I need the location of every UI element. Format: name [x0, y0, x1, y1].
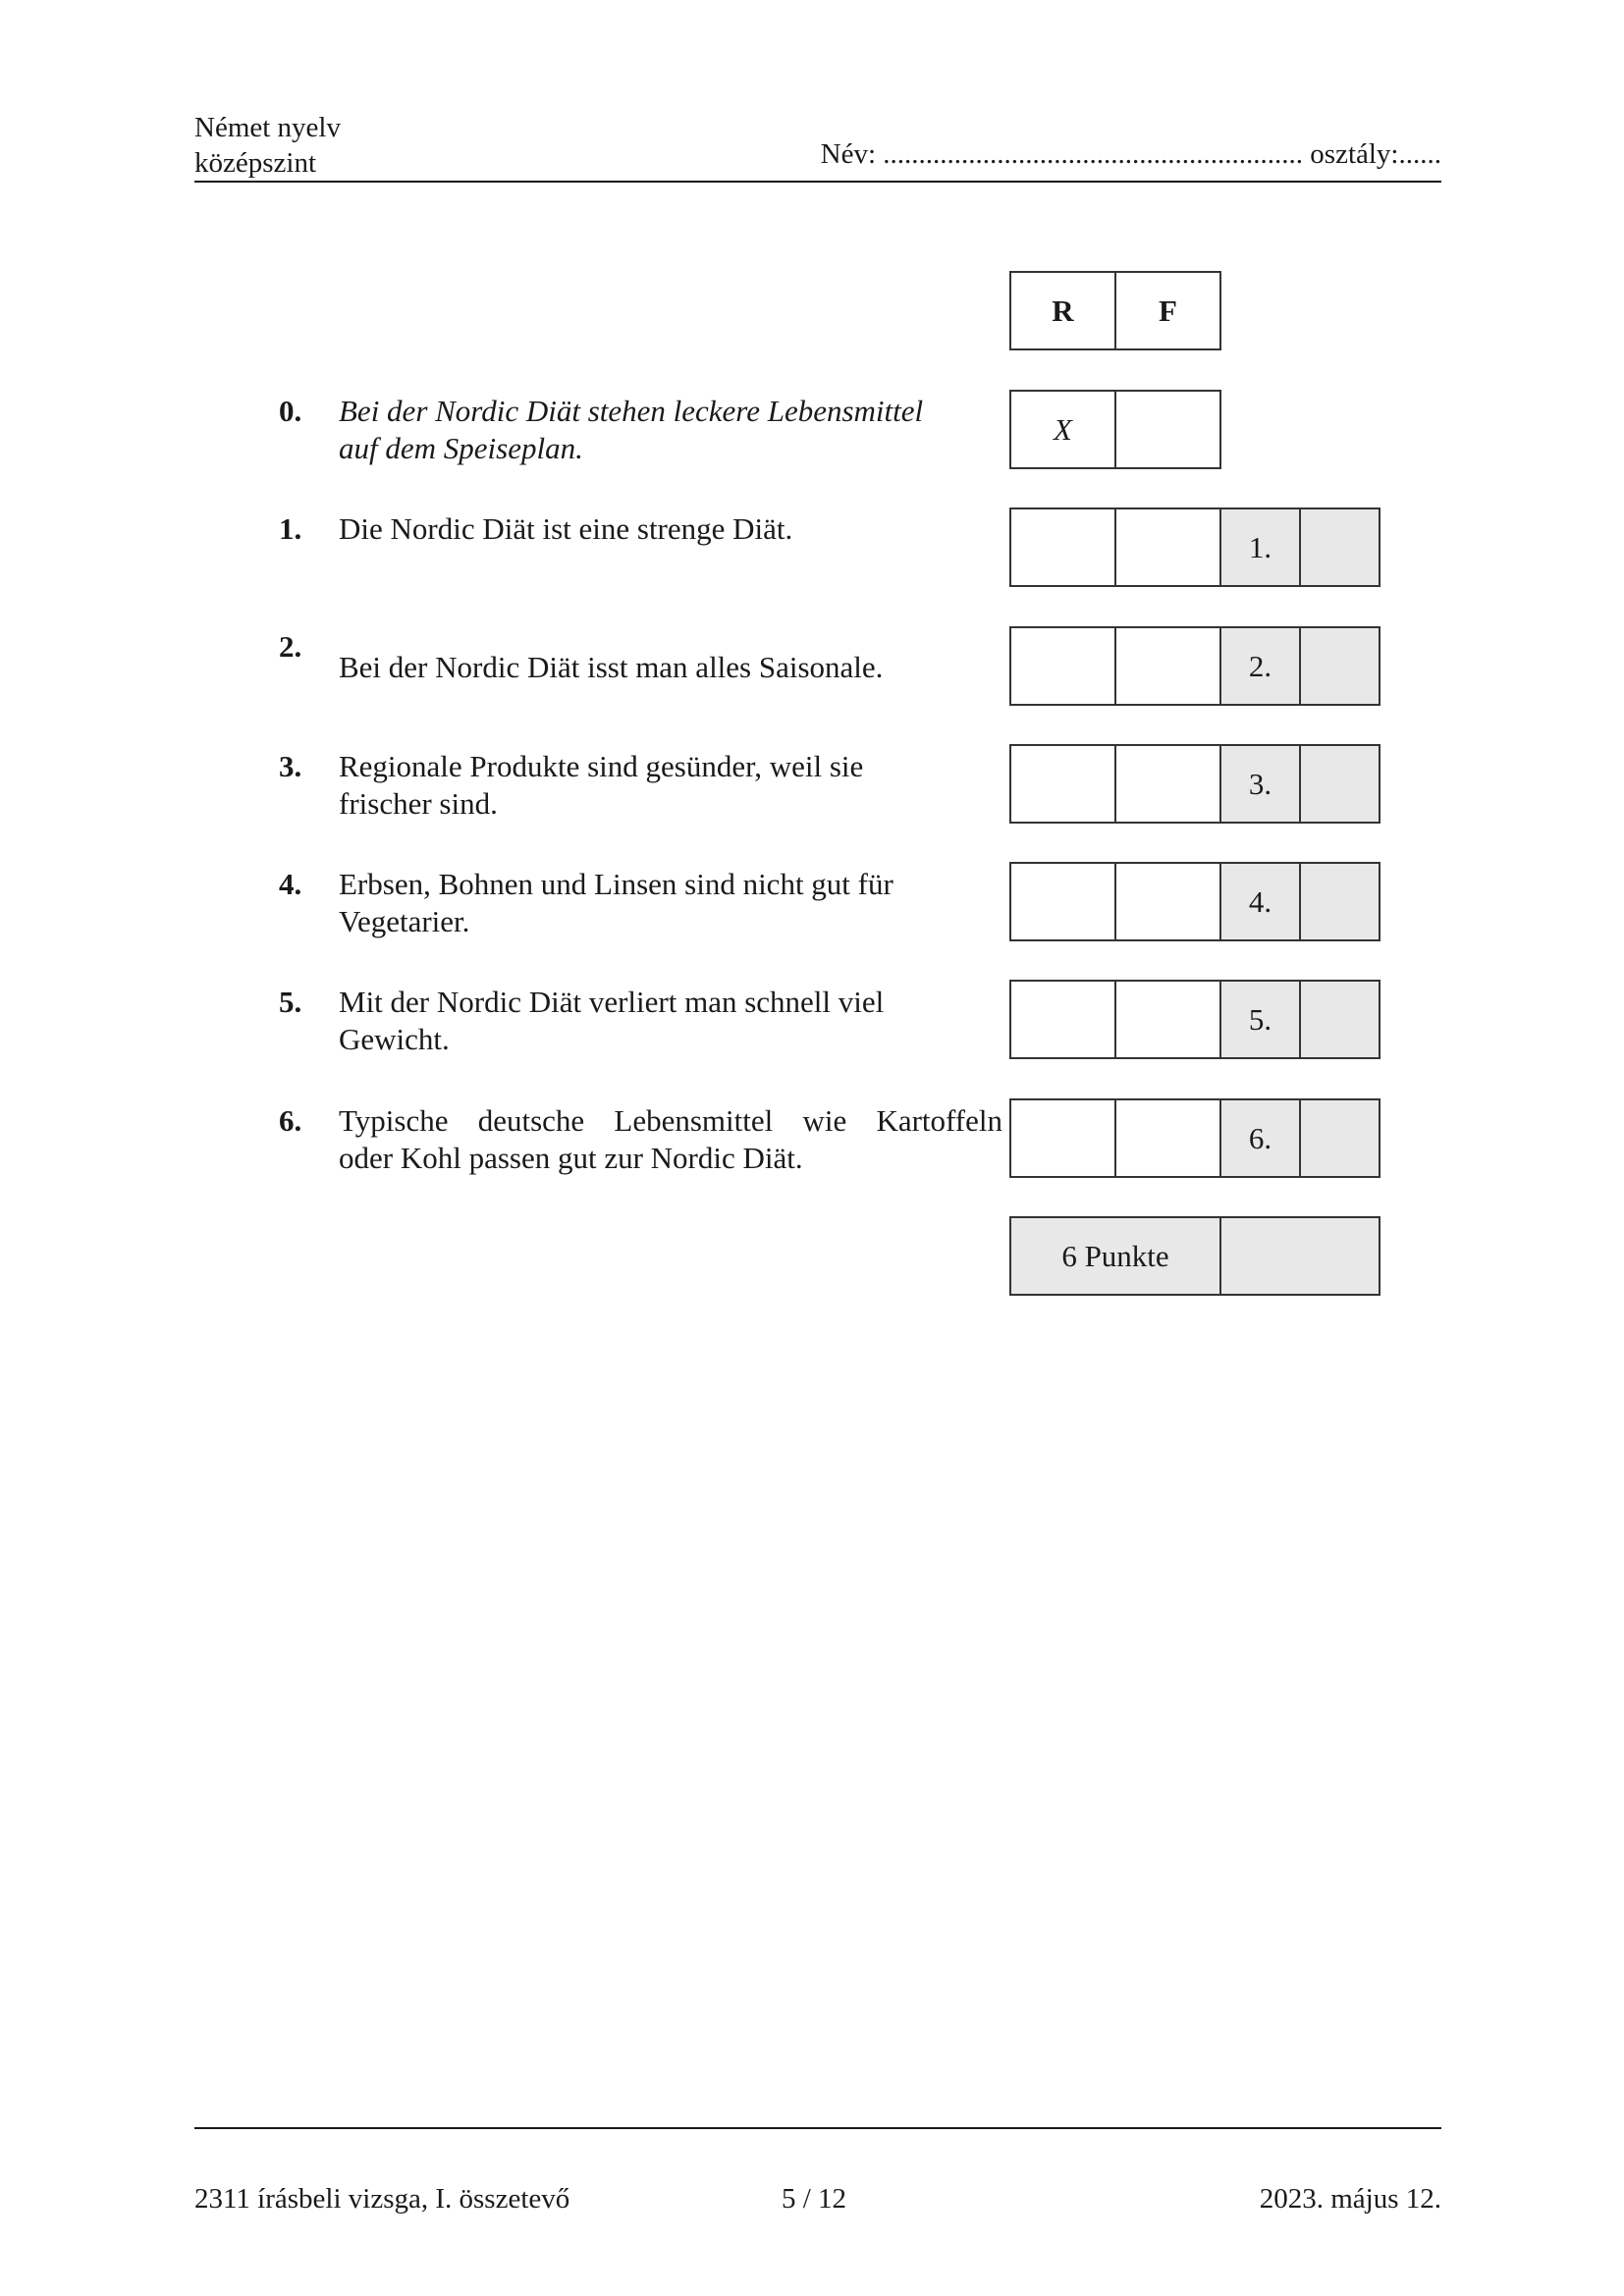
name-class-field: Név: ........................................................... osztály:......: [820, 138, 1441, 170]
example-answer-f: [1114, 390, 1221, 469]
level-label: középszint: [194, 147, 317, 179]
item-5-score-label: 5.: [1219, 980, 1301, 1059]
item-3-line-2: frischer sind.: [339, 786, 498, 821]
item-5-line-2: Gewicht.: [339, 1022, 450, 1056]
column-header-f: F: [1114, 271, 1221, 350]
item-6-statement: [339, 1102, 1002, 1177]
example-line-2: auf dem Speiseplan.: [339, 431, 583, 465]
item-3-statement: [339, 748, 977, 823]
item-3-score-box: [1299, 744, 1380, 824]
item-2-answer-f[interactable]: [1114, 626, 1221, 706]
item-6-answer-r[interactable]: [1009, 1098, 1116, 1178]
item-3-number: 3.: [279, 749, 302, 783]
item-4-number: 4.: [279, 867, 302, 901]
item-5-answer-r[interactable]: [1009, 980, 1116, 1059]
item-3-score-label: 3.: [1219, 744, 1301, 824]
example-number: 0.: [279, 394, 302, 428]
item-5-answer-f[interactable]: [1114, 980, 1221, 1059]
item-6-line-1: Typische deutsche Lebensmittel wie Kartoffeln: [339, 1103, 1002, 1138]
item-4-score-box: [1299, 862, 1380, 941]
item-1-score-label: 1.: [1219, 507, 1301, 587]
points-score-box: [1219, 1216, 1380, 1296]
footer-divider: [194, 2127, 1441, 2129]
item-2-number: 2.: [279, 629, 302, 664]
example-line-1: Bei der Nordic Diät stehen leckere Lebensmittel: [339, 394, 924, 428]
item-3-answer-f[interactable]: [1114, 744, 1221, 824]
footer-page-number: 5 / 12: [782, 2183, 847, 2215]
item-3-line-1: Regionale Produkte sind gesünder, weil sie: [339, 749, 864, 783]
item-5-number: 5.: [279, 985, 302, 1019]
item-4-line-1: Erbsen, Bohnen und Linsen sind nicht gut für: [339, 867, 893, 901]
item-4-score-label: 4.: [1219, 862, 1301, 941]
item-4-statement: [339, 866, 977, 940]
header-subject-block: [194, 110, 341, 181]
item-1-number: 1.: [279, 511, 302, 546]
item-6-score-box: [1299, 1098, 1380, 1178]
item-1-answer-r[interactable]: [1009, 507, 1116, 587]
item-1-score-box: [1299, 507, 1380, 587]
header-divider: [194, 181, 1441, 183]
footer-exam-label: 2311 írásbeli vizsga, I. összetevő: [194, 2183, 570, 2215]
column-header-r: R: [1009, 271, 1116, 350]
item-2-statement: Bei der Nordic Diät isst man alles Saisonale.: [339, 650, 884, 684]
item-4-line-2: Vegetarier.: [339, 904, 470, 938]
item-5-score-box: [1299, 980, 1380, 1059]
example-answer-r: X: [1009, 390, 1116, 469]
item-6-answer-f[interactable]: [1114, 1098, 1221, 1178]
item-5-line-1: Mit der Nordic Diät verliert man schnell viel: [339, 985, 885, 1019]
item-3-answer-r[interactable]: [1009, 744, 1116, 824]
item-2-answer-r[interactable]: [1009, 626, 1116, 706]
item-6-score-label: 6.: [1219, 1098, 1301, 1178]
item-6-number: 6.: [279, 1103, 302, 1138]
item-4-answer-f[interactable]: [1114, 862, 1221, 941]
example-statement: [339, 393, 977, 467]
item-6-line-2: oder Kohl passen gut zur Nordic Diät.: [339, 1141, 803, 1175]
footer-date: 2023. május 12.: [1259, 2183, 1441, 2215]
subject-label: Német nyelv: [194, 112, 341, 143]
points-label: 6 Punkte: [1009, 1216, 1221, 1296]
item-5-statement: [339, 984, 977, 1058]
item-1-answer-f[interactable]: [1114, 507, 1221, 587]
item-2-score-label: 2.: [1219, 626, 1301, 706]
item-4-answer-r[interactable]: [1009, 862, 1116, 941]
item-1-statement: Die Nordic Diät ist eine strenge Diät.: [339, 511, 793, 546]
item-2-score-box: [1299, 626, 1380, 706]
